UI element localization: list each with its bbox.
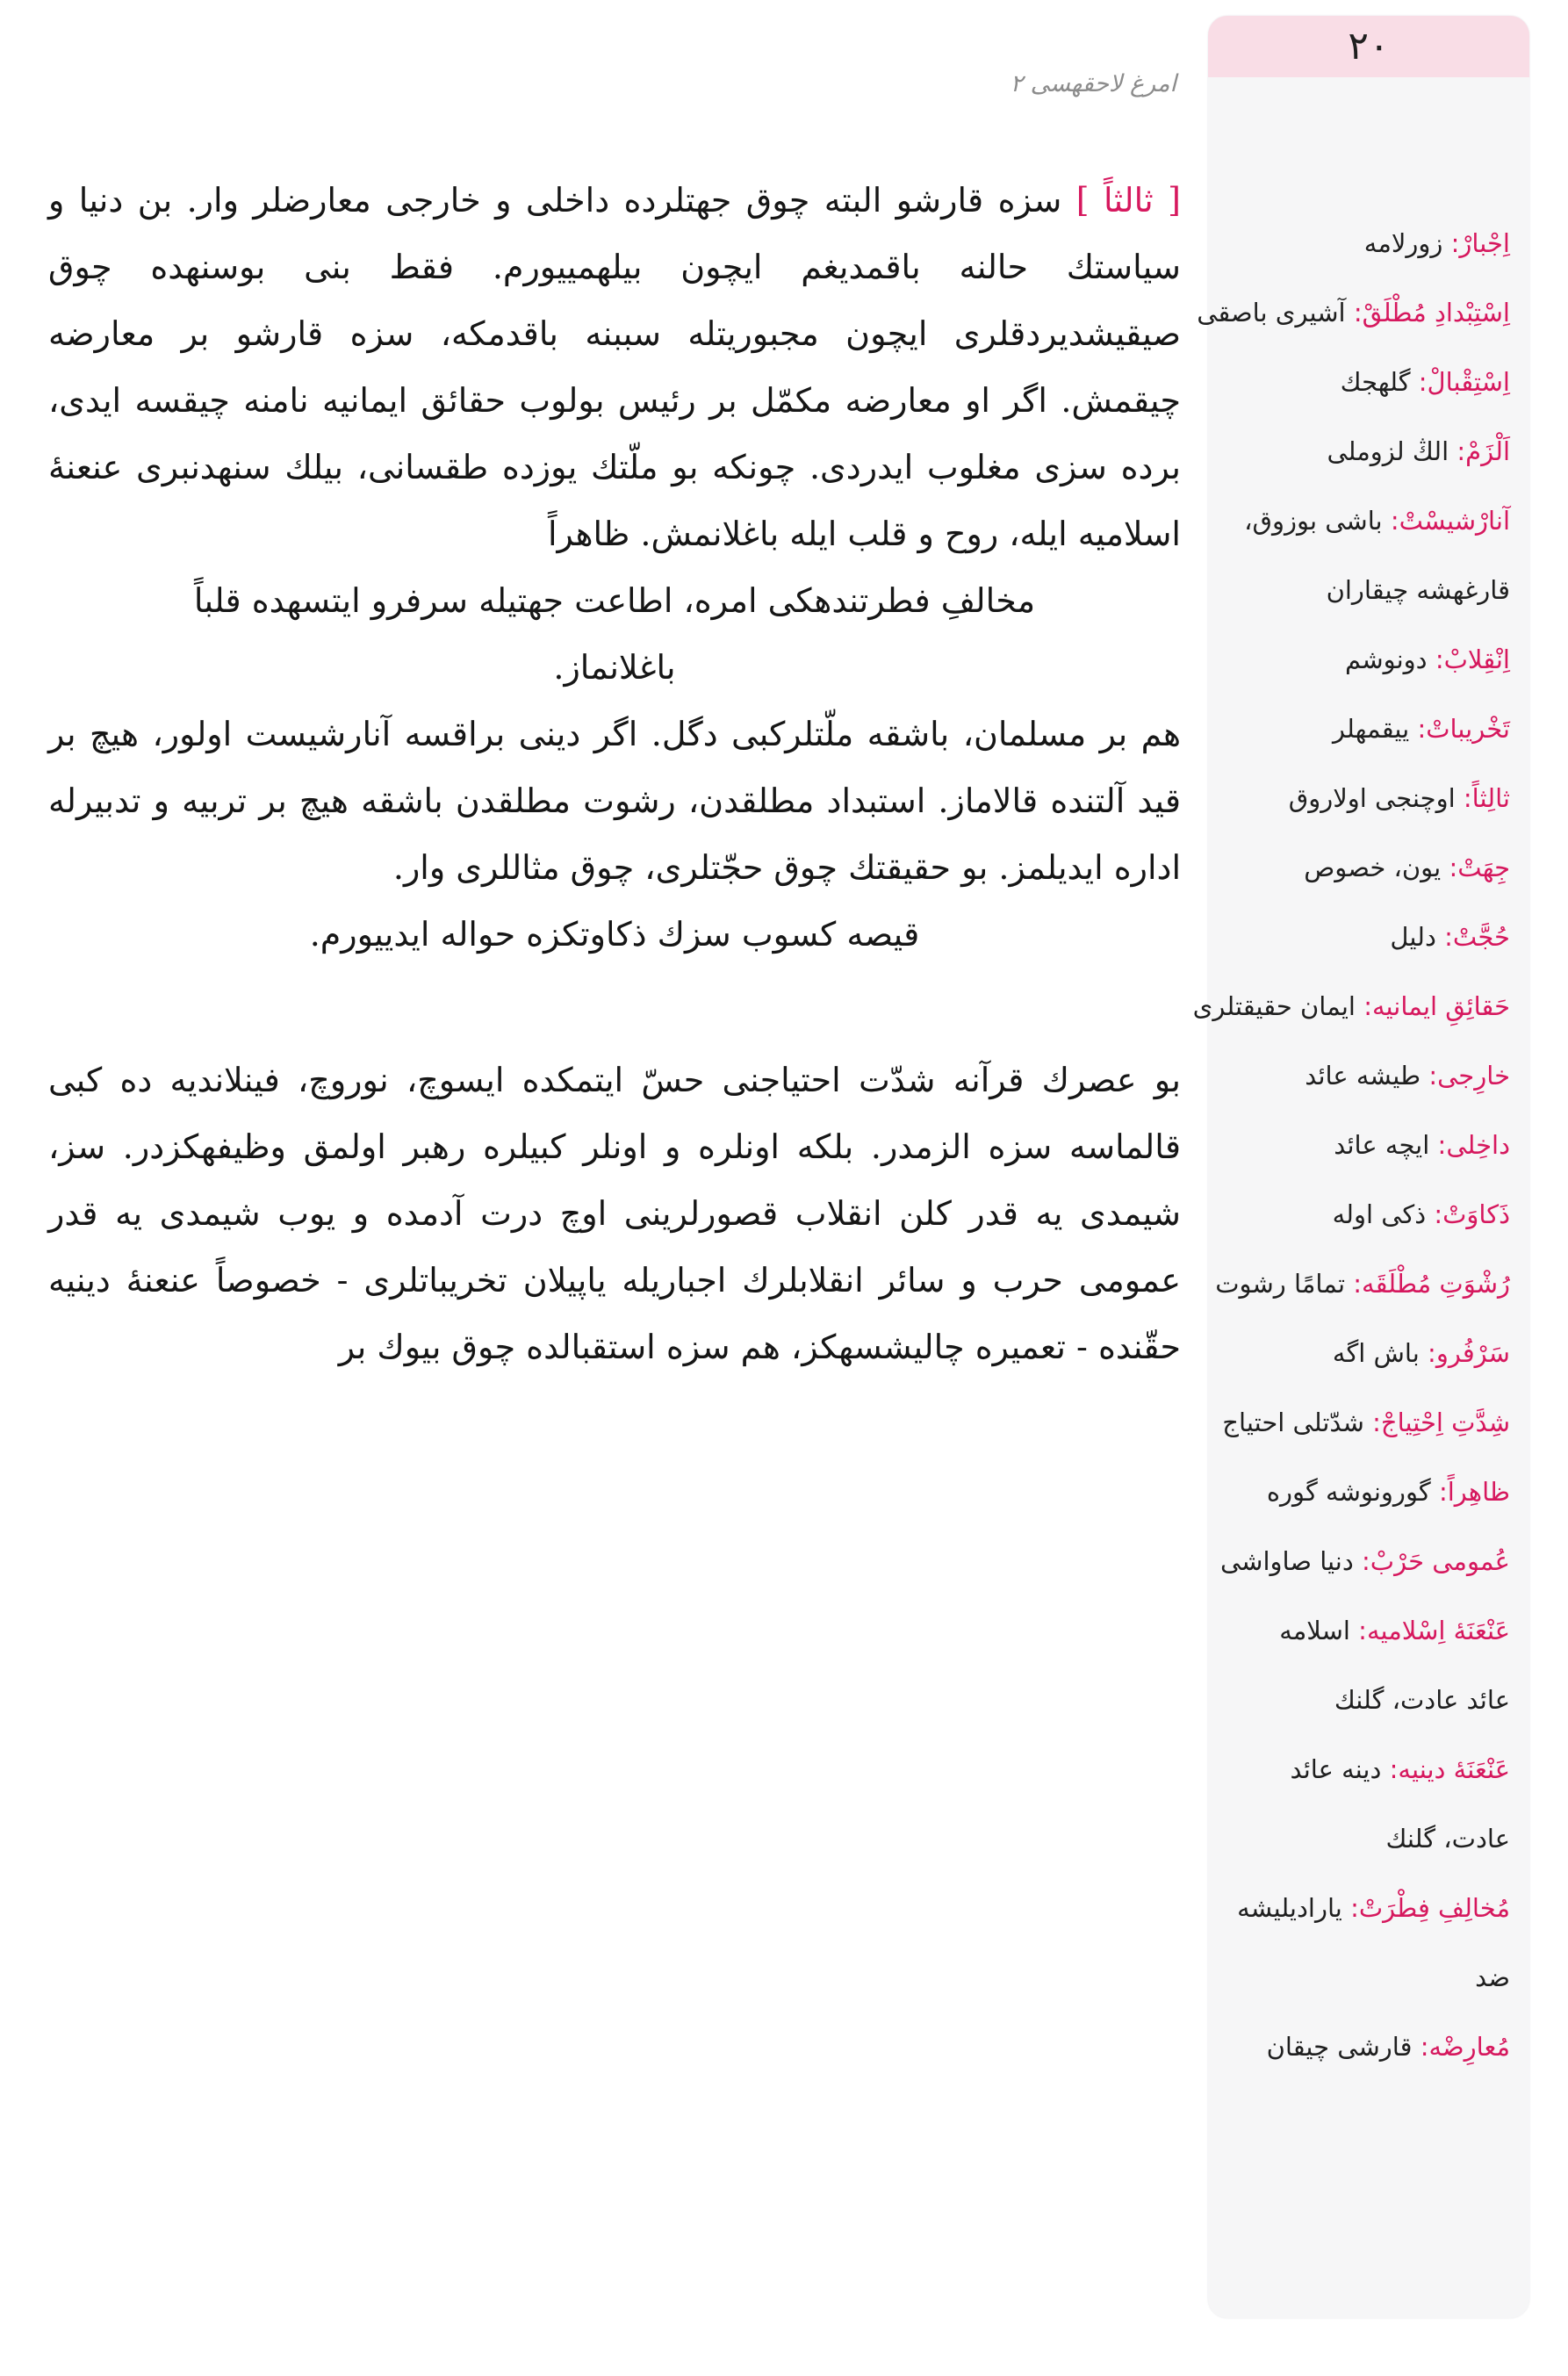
glossary-entry bbox=[1222, 1804, 1510, 1874]
glossary-term: جِهَتْ: bbox=[1449, 853, 1510, 882]
glossary-meaning: عائد عادت، گلنك bbox=[1334, 1685, 1510, 1715]
paragraph-1 bbox=[48, 167, 1181, 567]
glossary-entry bbox=[1222, 417, 1510, 486]
glossary-meaning: ضد bbox=[1475, 1962, 1510, 1992]
page-number: ٢٠ bbox=[1208, 16, 1529, 77]
glossary-term: مُعارِضْه: bbox=[1420, 2032, 1510, 2062]
glossary-term: اِنْقِلابْ: bbox=[1435, 644, 1510, 674]
glossary-sidebar bbox=[1192, 16, 1529, 2318]
glossary-term: ظاهِراً: bbox=[1438, 1477, 1510, 1507]
glossary-meaning: یارادیلیشه bbox=[1237, 1893, 1342, 1923]
glossary-term: عَنْعَنَهٔ دینیه: bbox=[1389, 1754, 1510, 1784]
glossary-term: تَخْریباتْ: bbox=[1417, 714, 1510, 744]
glossary-term: عُمومی حَرْبْ: bbox=[1362, 1546, 1510, 1576]
glossary-term: خارِجی: bbox=[1428, 1061, 1510, 1091]
section-gap bbox=[48, 968, 1181, 1047]
paragraph-label: [ ثالثاً ] bbox=[1075, 181, 1181, 220]
glossary-entry bbox=[1197, 278, 1510, 348]
glossary-meaning: شدّتلی احتیاج bbox=[1222, 1408, 1364, 1437]
glossary-entry bbox=[1222, 1180, 1510, 1249]
paragraph-2: هم بر مسلمان، باشقه ملّتلرکبی دگل. اگر دینی براقسه آنارشیست اولور، هیچ بر قید آلتنده قالاماز. استبداد مطلقدن، رشوت مطلقدن باشقه هیچ بر تربیه و تدبیرله اداره ایدیلمز. بو حقیقتك چوق حجّتلری، چوق مثاللری وار. bbox=[48, 715, 1181, 887]
glossary-meaning: ایمان حقیقتلری bbox=[1192, 991, 1356, 1021]
glossary-meaning: عادت، گلنك bbox=[1385, 1824, 1510, 1854]
glossary-entry bbox=[1222, 625, 1510, 695]
glossary-entry bbox=[1222, 348, 1510, 417]
glossary-term: مُخالِفِ فِطْرَتْ: bbox=[1350, 1893, 1510, 1923]
glossary-term: حَقائِقِ ایمانیه: bbox=[1363, 991, 1510, 1021]
paragraph-1-center-line-2: باغلانماز. bbox=[553, 648, 676, 687]
glossary-entry bbox=[1222, 486, 1510, 556]
glossary-meaning: ذکی اوله bbox=[1332, 1199, 1427, 1229]
glossary-meaning: زورلامه bbox=[1363, 228, 1443, 258]
glossary-term: اِسْتِبْدادِ مُطْلَقْ: bbox=[1353, 298, 1510, 328]
glossary-entry bbox=[1192, 972, 1510, 1041]
paragraph-1-center-line-1: مخالفِ فطرتندهکی امره، اطاعت جهتیله سرفرو ایتسهده قلباً bbox=[193, 581, 1036, 620]
glossary-meaning: دنیا صاواشی bbox=[1220, 1546, 1354, 1576]
glossary-list bbox=[1192, 77, 1529, 2082]
glossary-entry bbox=[1222, 1319, 1510, 1388]
glossary-entry bbox=[1222, 1458, 1510, 1527]
glossary-entry bbox=[1222, 1874, 1510, 1943]
glossary-entry bbox=[1222, 1735, 1510, 1804]
paragraph-3: بو عصرك قرآنه شدّت احتیاجنی حسّ ایتمکده ایسوچ، نوروچ، فینلاندیه ده کبی قالماسه سزه الزمدر. بلکه اونلره و اونلر کبیلره رهبر اولمق وظیفهکزدر. سز، شیمدی یه قدر کلن انقلاب قصورلرینی اوچ درت آدمده و یوب شیمدی یه قدر عمومی حرب و سائر انقلابلرك اجباریله یاپیلان تخریباتلری - خصوصاً عنعنهٔ دینیه حقّنده - تعمیره چالیشسهکز، هم سزه استقبالده چوق بیوك بر bbox=[48, 1061, 1181, 1366]
glossary-entry bbox=[1222, 695, 1510, 764]
glossary-term: آنارْشیسْتْ: bbox=[1390, 506, 1510, 536]
glossary-meaning: دلیل bbox=[1390, 922, 1436, 952]
glossary-meaning: ییقمهلر bbox=[1333, 714, 1410, 744]
glossary-entry bbox=[1222, 2012, 1510, 2082]
glossary-meaning: دونوشم bbox=[1345, 644, 1428, 674]
glossary-entry bbox=[1222, 1596, 1510, 1666]
glossary-meaning: گورونوشه گوره bbox=[1266, 1477, 1431, 1507]
glossary-term: ثالِثاً: bbox=[1463, 783, 1510, 813]
glossary-meaning: اسلامه bbox=[1279, 1616, 1350, 1645]
glossary-term: ذَکاوَتْ: bbox=[1434, 1199, 1510, 1229]
glossary-entry bbox=[1215, 1249, 1510, 1319]
glossary-term: رُشْوَتِ مُطْلَقَه: bbox=[1353, 1269, 1510, 1299]
glossary-entry bbox=[1222, 1666, 1510, 1735]
glossary-term: شِدَّتِ اِحْتِیاجْ: bbox=[1372, 1408, 1510, 1437]
glossary-entry bbox=[1222, 1041, 1510, 1111]
glossary-entry bbox=[1222, 1388, 1510, 1458]
glossary-meaning: الڭ لزوملی bbox=[1327, 436, 1449, 466]
paragraph-2-center-line: قیصه کسوب سزك ذکاوتکزه حواله ایدییورم. bbox=[309, 915, 920, 954]
glossary-meaning: قارغهشه چیقاران bbox=[1326, 575, 1510, 605]
glossary-term: اِجْبارْ: bbox=[1450, 228, 1510, 258]
glossary-term: اَلْزَمْ: bbox=[1457, 436, 1510, 466]
glossary-entry bbox=[1222, 1943, 1510, 2012]
glossary-meaning: طیشه عائد bbox=[1305, 1061, 1421, 1091]
glossary-meaning: قارشی چیقان bbox=[1266, 2032, 1413, 2062]
glossary-meaning: باشی بوزوق، bbox=[1244, 506, 1383, 536]
running-header: امرغ لاحقهسی ٢ bbox=[1010, 70, 1176, 97]
glossary-term: اِسْتِقْبالْ: bbox=[1418, 367, 1510, 397]
glossary-term: سَرْفُرو: bbox=[1428, 1338, 1510, 1368]
glossary-term: حُجَّتْ: bbox=[1444, 922, 1510, 952]
glossary-meaning: باش اگه bbox=[1332, 1338, 1420, 1368]
glossary-meaning: ایچه عائد bbox=[1334, 1130, 1430, 1160]
glossary-meaning: اوچنجی اولاروق bbox=[1288, 783, 1456, 813]
glossary-term: داخِلی: bbox=[1437, 1130, 1510, 1160]
glossary-entry bbox=[1222, 1111, 1510, 1180]
glossary-meaning: گلهجك bbox=[1340, 367, 1411, 397]
glossary-entry bbox=[1222, 1527, 1510, 1596]
main-text bbox=[48, 167, 1181, 1380]
glossary-entry bbox=[1222, 833, 1510, 903]
glossary-entry bbox=[1222, 209, 1510, 278]
glossary-term: عَنْعَنَهٔ اِسْلامیه: bbox=[1358, 1616, 1510, 1645]
glossary-meaning: یون، خصوص bbox=[1304, 853, 1442, 882]
glossary-entry bbox=[1222, 764, 1510, 833]
glossary-meaning: آشیری باصقی bbox=[1197, 298, 1346, 328]
glossary-entry bbox=[1222, 556, 1510, 625]
glossary-meaning: تمامًا رشوت bbox=[1215, 1269, 1346, 1299]
glossary-meaning: دینه عائد bbox=[1290, 1754, 1382, 1784]
paragraph-1-text: سزه قارشو البته چوق جهتلرده داخلی و خارجی معارضلر وار. بن دنیا و سیاستك حالنه باقمدیغم ایچون بیلهمییورم. فقط بنی بوسنهده چوق صیقیشدیردقلری ایچون مجبوریتله سببنه باقدمکه، سزه قارشو بر معارضه چیقمش. اگر او معارضه مکمّل بر رئیس بولوب حقائق ایمانیه نامنه چیقسه ایدی، برده سزی مغلوب ایدردی. چونکه بو ملّتك یوزده طقسانی، بیلك سنهدنبری عنعنهٔ اسلامیه ایله، روح و قلب ایله باغلانمش. ظاهراً bbox=[48, 181, 1181, 553]
glossary-entry bbox=[1222, 903, 1510, 972]
